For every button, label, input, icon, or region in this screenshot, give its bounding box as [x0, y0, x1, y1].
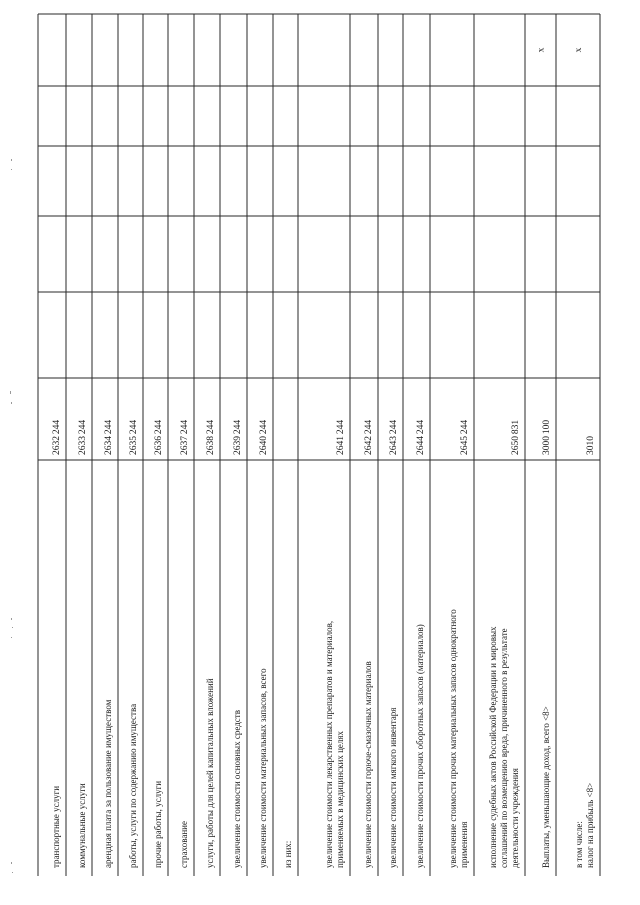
kbk-code: 244 [180, 419, 190, 435]
line-code: 3010 [586, 436, 596, 455]
kbk-code: 244 [104, 419, 114, 435]
row-label: применяемых в медицинских целях [335, 730, 345, 868]
kbk-code: 244 [129, 419, 139, 435]
line-code: 2637 [180, 436, 190, 455]
row-label: прочие работы, услуги [153, 780, 163, 868]
kbk-code: 244 [206, 419, 216, 435]
line-code: 2642 [364, 436, 374, 455]
row-label: увеличение стоимости прочих оборотных запасов (материалов) [415, 624, 425, 868]
row-label: в том числе: [574, 821, 584, 868]
line-code: 3000 [542, 436, 552, 455]
row-label: увеличение стоимости материальных запасов, всего [258, 668, 268, 868]
not-applicable-mark: x [536, 47, 547, 53]
row-label: из них: [283, 840, 293, 868]
line-code: 2640 [259, 436, 269, 455]
row-label: транспортные услуги [51, 785, 61, 868]
row-label: увеличение стоимости горюче-смазочных материалов [363, 661, 373, 868]
line-code: 2645 [460, 436, 470, 455]
kbk-code: 244 [460, 419, 470, 435]
row-label: коммунальные услуги [77, 783, 87, 868]
row-label: деятельности учреждения [510, 768, 520, 868]
kbk-code: 244 [154, 419, 164, 435]
row-label: Выплаты, уменьшающие доход, всего <8> [541, 706, 551, 868]
row-label: работы, услуги по содержанию имущества [128, 703, 138, 868]
kbk-code: 244 [259, 419, 269, 435]
kbk-code: 244 [336, 419, 346, 435]
row-label: увеличение стоимости лекарственных препаратов и материалов, [324, 620, 334, 868]
row-label: страхование [179, 821, 189, 868]
row-label: арендная плата за пользование имуществом [103, 699, 113, 868]
not-applicable-mark: x [574, 47, 584, 53]
line-code: 2644 [416, 436, 426, 455]
line-code: 2633 [78, 436, 88, 455]
row-label: соглашений по возмещению вреда, причиненного в результате [499, 628, 509, 868]
kbk-code: 244 [389, 419, 399, 435]
kbk-code: 100 [542, 419, 552, 435]
line-code: 2639 [233, 436, 243, 455]
kbk-code: 244 [52, 419, 62, 435]
line-code: 2643 [389, 436, 399, 455]
kbk-code: 244 [416, 419, 426, 435]
line-code: 2641 [336, 436, 346, 455]
line-code: 2650 [511, 436, 521, 455]
row-label: увеличение стоимости основных средств [232, 710, 242, 868]
kbk-code: 831 [511, 419, 521, 435]
line-code: 2638 [206, 436, 216, 455]
line-code: 2632 [52, 436, 62, 455]
row-label: исполнение судебных актов Российской Федерации и мировых [488, 626, 498, 868]
kbk-code: 244 [78, 419, 88, 435]
row-label: увеличение стоимости мягкого инвентаря [388, 707, 398, 868]
row-label: увеличение стоимости прочих материальных запасов однократного [448, 609, 458, 868]
row-label: услуги, работы для целей капитальных вложений [205, 678, 215, 868]
row-label: применения [459, 821, 469, 868]
line-code: 2635 [129, 436, 139, 455]
table-cells [51, 47, 596, 868]
line-code: 2634 [104, 436, 114, 455]
line-code: 2636 [154, 436, 164, 455]
kbk-code: 244 [233, 419, 243, 435]
scan-specks [10, 159, 13, 873]
kbk-code: 244 [364, 419, 374, 435]
row-label: налог на прибыль <8> [585, 782, 595, 868]
